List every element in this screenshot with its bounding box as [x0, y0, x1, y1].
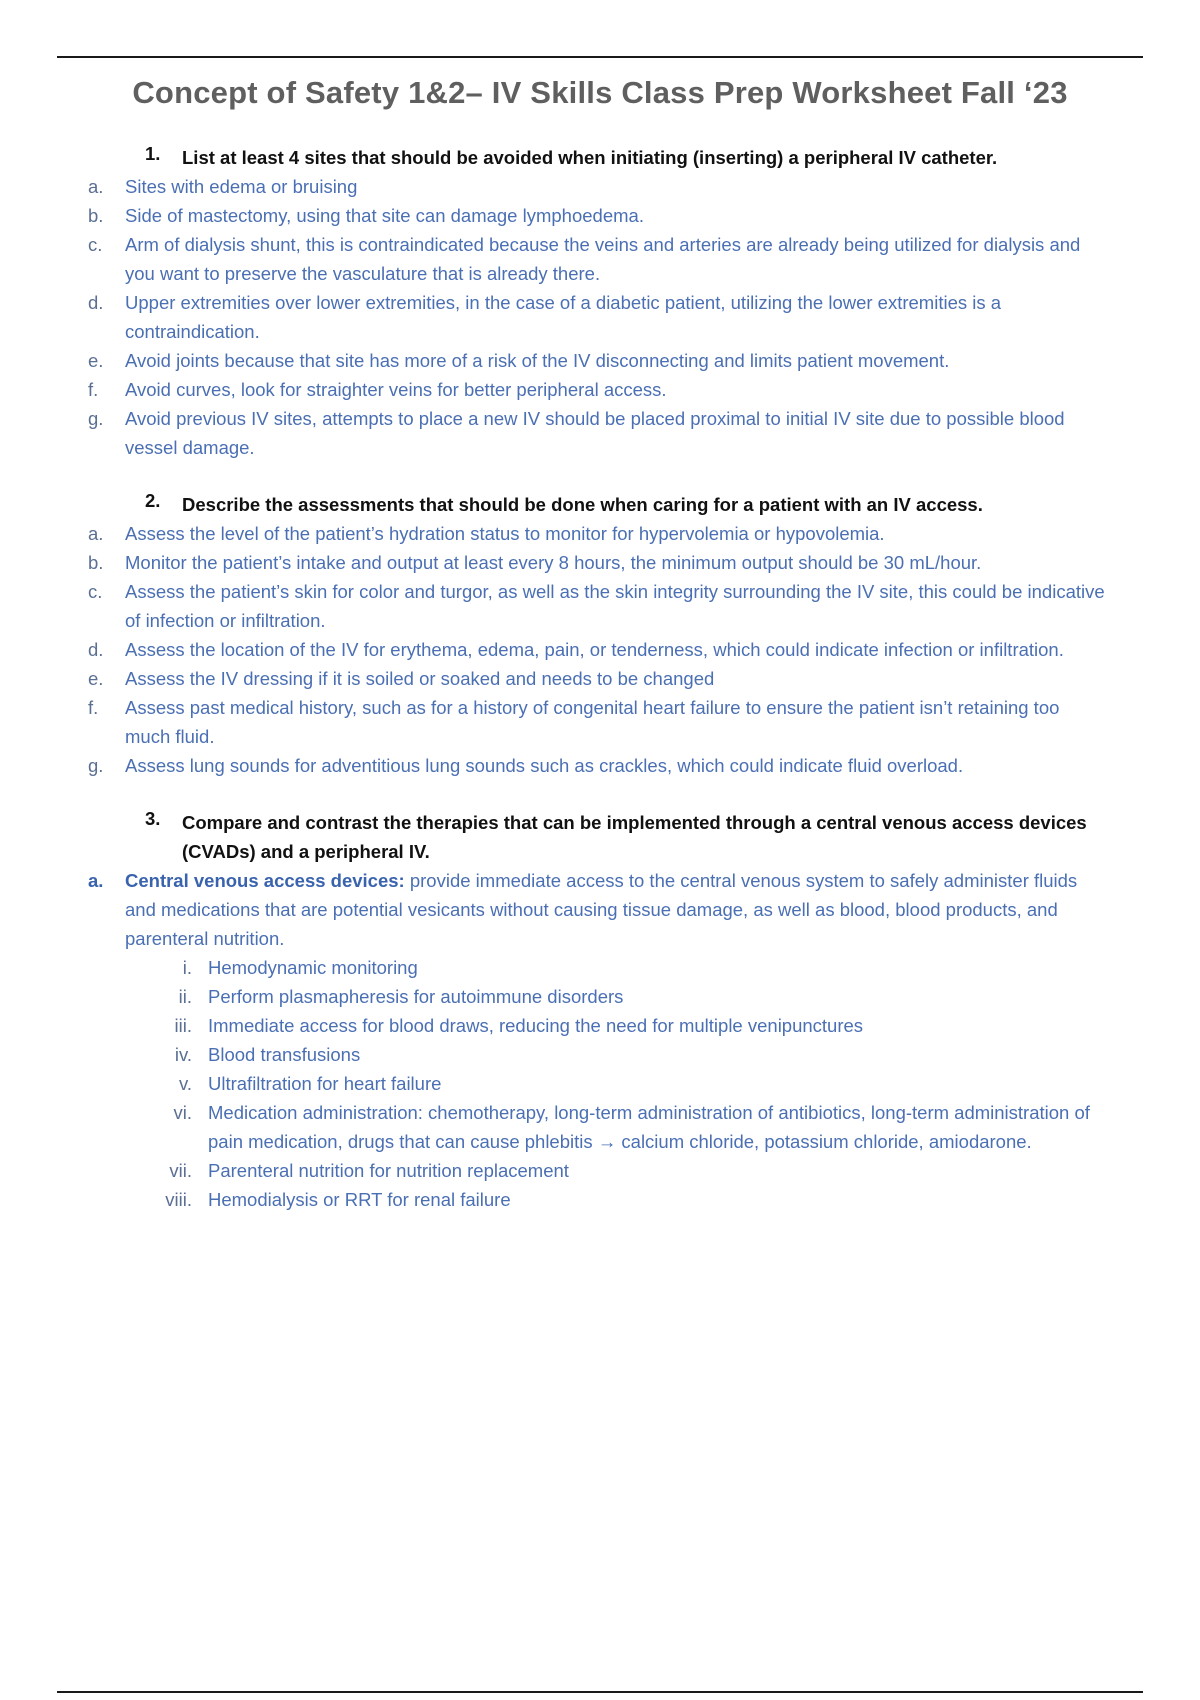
answer-list: [0, 519, 1105, 780]
answer-marker: g.: [88, 755, 104, 776]
question-text: Describe the assessments that should be done when caring for a patient with an IV access.: [182, 494, 983, 515]
answer-marker: e.: [88, 350, 104, 371]
answer-list: [0, 866, 1105, 1214]
answer-item: [88, 375, 1105, 404]
sub-answer-list: [88, 953, 1105, 1214]
question-text: Compare and contrast the therapies that can be implemented through a central venous access devices (CVADs) and a peripheral IV.: [182, 812, 1087, 862]
answer-marker: c.: [88, 234, 103, 255]
sub-answer-text: Immediate access for blood draws, reducing the need for multiple venipunctures: [208, 1015, 864, 1036]
answer-text: Sites with edema or bruising: [125, 176, 358, 197]
sub-answer-marker: v.: [178, 1073, 192, 1094]
answer-text: Assess the level of the patient’s hydration status to monitor for hypervolemia or hypovolemia.: [125, 523, 885, 544]
answer-text: Assess lung sounds for adventitious lung sounds such as crackles, which could indicate fluid overload.: [125, 755, 964, 776]
answer-marker: c.: [88, 581, 103, 602]
answer-lead: Central venous access devices:: [125, 870, 405, 891]
sub-answer-item: [160, 1040, 1105, 1069]
question-number: 3.: [145, 808, 161, 829]
sub-answer-text: Ultrafiltration for heart failure: [208, 1073, 442, 1094]
question-number: 1.: [145, 143, 161, 164]
sub-answer-text: Hemodynamic monitoring: [208, 957, 418, 978]
answer-item: [88, 866, 1105, 1214]
answer-text: Avoid curves, look for straighter veins for better peripheral access.: [125, 379, 667, 400]
question-3: [88, 808, 1105, 1214]
answer-item: [88, 519, 1105, 548]
answer-item: [88, 201, 1105, 230]
sub-answer-text: Hemodialysis or RRT for renal failure: [208, 1189, 511, 1210]
answer-text: Avoid joints because that site has more of a risk of the IV disconnecting and limits patient movement.: [125, 350, 950, 371]
sub-answer-item: [160, 982, 1105, 1011]
question-1: [88, 143, 1105, 462]
answer-text: Avoid previous IV sites, attempts to place a new IV should be placed proximal to initial IV site due to possible blood vessel damage.: [125, 408, 1065, 458]
answer-text: Assess the patient’s skin for color and turgor, as well as the skin integrity surrounding the IV site, this could be indicative of infection or infiltration.: [125, 581, 1105, 631]
answer-text: Arm of dialysis shunt, this is contraindicated because the veins and arteries are already being utilized for dialysis and you want to preserve the vasculature that is already there.: [125, 234, 1081, 284]
sub-answer-item: [160, 1185, 1105, 1214]
answer-text: Side of mastectomy, using that site can damage lymphoedema.: [125, 205, 644, 226]
answer-item: [88, 664, 1105, 693]
answer-text: Monitor the patient’s intake and output at least every 8 hours, the minimum output should be 30 mL/hour.: [125, 552, 982, 573]
answer-marker: e.: [88, 668, 104, 689]
sub-answer-text: Parenteral nutrition for nutrition replacement: [208, 1160, 569, 1181]
sub-answer-marker: ii.: [178, 986, 192, 1007]
sub-answer-marker: iv.: [174, 1044, 192, 1065]
bottom-rule: [57, 1691, 1143, 1693]
question-number: 2.: [145, 490, 161, 511]
answer-marker: b.: [88, 552, 104, 573]
answer-marker: f.: [88, 379, 99, 400]
answer-text: Assess the IV dressing if it is soiled or soaked and needs to be changed: [125, 668, 715, 689]
answer-item: [88, 635, 1105, 664]
answer-item: [88, 172, 1105, 201]
answer-text: Assess past medical history, such as for a history of congenital heart failure to ensure the patient isn’t retaining too much fluid.: [125, 697, 1060, 747]
answer-list: [0, 172, 1105, 462]
answer-marker: a.: [88, 523, 104, 544]
answer-item: [88, 693, 1105, 751]
answer-item: [88, 751, 1105, 780]
answer-text: Assess the location of the IV for erythema, edema, pain, or tenderness, which could indicate infection or infiltration.: [125, 639, 1064, 660]
answer-marker: b.: [88, 205, 104, 226]
question-2: [88, 490, 1105, 780]
sub-answer-marker: vi.: [173, 1102, 192, 1123]
answer-item: [88, 548, 1105, 577]
sub-answer-item: [160, 953, 1105, 982]
answer-marker: a.: [88, 176, 104, 197]
page-title: Concept of Safety 1&2– IV Skills Class Prep Worksheet Fall ‘23: [132, 75, 1068, 110]
answer-marker: d.: [88, 639, 104, 660]
sub-answer-item: [160, 1156, 1105, 1185]
sub-answer-item: [160, 1011, 1105, 1040]
question-list: [88, 143, 1105, 1242]
top-rule: [57, 56, 1143, 58]
answer-marker: f.: [88, 697, 99, 718]
sub-answer-text: Blood transfusions: [208, 1044, 361, 1065]
answer-item: [88, 404, 1105, 462]
answer-item: [88, 346, 1105, 375]
answer-item: [88, 230, 1105, 288]
answer-marker: g.: [88, 408, 104, 429]
sub-answer-item: [160, 1098, 1105, 1156]
answer-marker: a.: [88, 870, 104, 891]
answer-item: [88, 288, 1105, 346]
sub-answer-item: [160, 1069, 1105, 1098]
sub-answer-marker: i.: [182, 957, 192, 978]
question-text: List at least 4 sites that should be avoided when initiating (inserting) a peripheral IV catheter.: [182, 147, 998, 168]
answer-marker: d.: [88, 292, 104, 313]
sub-answer-marker: vii.: [169, 1160, 192, 1181]
sub-answer-text: Medication administration: chemotherapy, long-term administration of antibiotics, long-term administration of pain medication, drugs that can cause phlebitis → calcium chloride, potassium chloride, amiodarone.: [208, 1102, 1090, 1152]
answer-item: [88, 577, 1105, 635]
sub-answer-marker: iii.: [174, 1015, 192, 1036]
sub-answer-text: Perform plasmapheresis for autoimmune disorders: [208, 986, 624, 1007]
answer-text: Upper extremities over lower extremities, in the case of a diabetic patient, utilizing the lower extremities is a contraindication.: [125, 292, 1002, 342]
answer-text: provide immediate access to the central venous system to safely administer fluids and medications that are potential vesicants without causing tissue damage, as well as blood, blood products, and parenteral nutrition.: [125, 870, 1078, 949]
sub-answer-marker: viii.: [165, 1189, 192, 1210]
